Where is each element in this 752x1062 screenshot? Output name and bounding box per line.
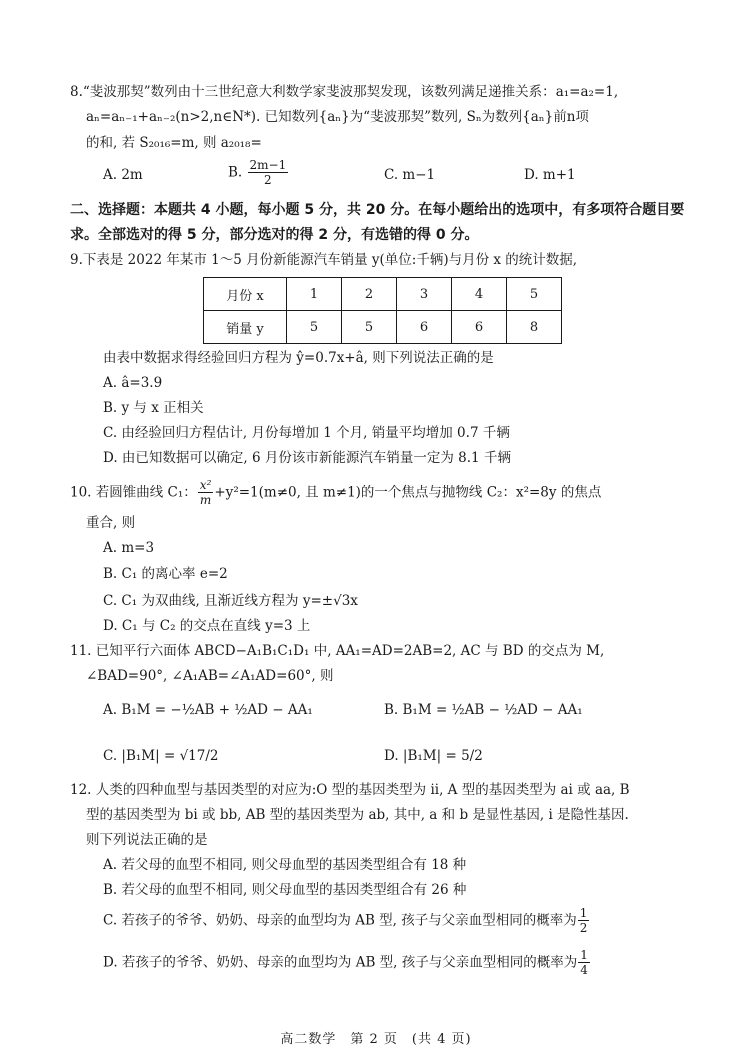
q12-line1: 12. 人类的四种血型与基因类型的对应为:O 型的基因类型为 ii, A 型的基因类型为 ai 或 aa, B bbox=[70, 782, 630, 798]
q10-option-b: B. C₁ 的离心率 e=2 bbox=[103, 566, 228, 582]
table-cell: 5 bbox=[287, 311, 342, 344]
q10-option-d: D. C₁ 与 C₂ 的交点在直线 y=3 上 bbox=[103, 618, 311, 634]
q11-option-d: D. |B₁M| = 5/2 bbox=[384, 748, 483, 764]
q9-data-table bbox=[203, 277, 562, 344]
table-cell: 5 bbox=[342, 311, 397, 344]
page-footer: 高二数学 第 2 页 (共 4 页) bbox=[280, 1032, 472, 1047]
table-cell: 月份 x bbox=[204, 278, 287, 311]
section2-heading-line2: 求。全部选对的得 5 分，部分选对的得 2 分，有选错的得 0 分。 bbox=[70, 227, 479, 243]
q8-option-c: C. m−1 bbox=[384, 167, 436, 183]
q12-option-b: B. 若父母的血型不相同, 则父母血型的基因类型组合有 26 种 bbox=[103, 882, 467, 898]
q9-option-b: B. y 与 x 正相关 bbox=[103, 400, 204, 416]
q12-option-a: A. 若父母的血型不相同, 则父母血型的基因类型组合有 18 种 bbox=[103, 857, 467, 873]
q8-line3: 的和, 若 S₂₀₁₆=m, 则 a₂₀₁₈= bbox=[86, 135, 262, 151]
q9-option-d: D. 由已知数据可以确定, 6 月份该市新能源汽车销量一定为 8.1 千辆 bbox=[103, 450, 511, 466]
q11-option-b: B. B₁M = ½AB − ½AD − AA₁ bbox=[384, 702, 583, 718]
table-cell: 2 bbox=[342, 278, 397, 311]
q8-option-d: D. m+1 bbox=[524, 167, 576, 183]
q8-option-a: A. 2m bbox=[103, 167, 143, 183]
q11-line2: ∠BAD=90°, ∠A₁AB=∠A₁AD=60°, 则 bbox=[86, 668, 334, 684]
table-cell: 4 bbox=[452, 278, 507, 311]
table-cell: 3 bbox=[397, 278, 452, 311]
q9-stem: 9.下表是 2022 年某市 1～5 月份新能源汽车销量 y(单位:千辆)与月份 x 的统计数据, bbox=[70, 252, 578, 268]
q9-table-row-sales bbox=[204, 311, 562, 344]
q12-option-d-fraction: $\frac{1}{4}$ bbox=[580, 948, 588, 977]
q10-fraction: $\frac{\text{x²}}{m}$ bbox=[199, 478, 212, 507]
q9-regression-line: 由表中数据求得经验回归方程为 ŷ=0.7x+â, 则下列说法正确的是 bbox=[103, 350, 494, 366]
q12-line3: 则下列说法正确的是 bbox=[86, 832, 208, 848]
q12-option-c-fraction: $\frac{1}{2}$ bbox=[579, 906, 588, 935]
q11-option-c: C. |B₁M| = √17/2 bbox=[103, 748, 219, 764]
q10-option-a: A. m=3 bbox=[103, 540, 155, 556]
q8-line1 bbox=[70, 82, 618, 102]
table-cell: 销量 y bbox=[204, 311, 287, 344]
q12-option-c: C. 若孩子的爷爷、奶奶、母亲的血型均为 AB 型, 孩子与父亲血型相同的概率为 $\frac{1}{2}$ bbox=[103, 906, 588, 935]
q8-option-b-fraction: $\frac{2m-1}{2}$ bbox=[249, 158, 287, 187]
q8-option-b: B. $\frac{2m-1}{2}$ bbox=[228, 158, 287, 187]
q10-line1: 10. 若圆锥曲线 C₁： $\frac{\text{x²}}{m}$ +y²=1(m≠0, 且 m≠1)的一个焦点与抛物线 C₂：x²=8y 的焦点 bbox=[70, 478, 602, 507]
q10-option-c: C. C₁ 为双曲线, 且渐近线方程为 y=±√3x bbox=[103, 593, 358, 609]
q11-option-a: A. B₁M = −½AB + ½AD − AA₁ bbox=[103, 702, 313, 718]
table-cell: 6 bbox=[452, 311, 507, 344]
table-cell: 5 bbox=[507, 278, 562, 311]
q9-table-row-month bbox=[204, 278, 562, 311]
q8-line2: aₙ=aₙ₋₁+aₙ₋₂(n>2,n∈N*). 已知数列{aₙ}为“斐波那契”数列, Sₙ为数列{aₙ}前n项 bbox=[86, 109, 589, 125]
table-cell: 6 bbox=[397, 311, 452, 344]
q8-stem: 8.“斐波那契”数列由十三世纪意大利数学家斐波那契发现，该数列满足递推关系： bbox=[70, 84, 556, 100]
q11-line1: 11. 已知平行六面体 ABCD−A₁B₁C₁D₁ 中, AA₁=AD=2AB=2, AC 与 BD 的交点为 M, bbox=[70, 643, 605, 659]
q12-option-d: D. 若孩子的爷爷、奶奶、母亲的血型均为 AB 型, 孩子与父亲血型相同的概率为 $\frac{1}{4}$ bbox=[103, 948, 588, 977]
table-cell: 8 bbox=[507, 311, 562, 344]
q9-option-a: A. â=3.9 bbox=[103, 375, 163, 391]
q12-line2: 型的基因类型为 bi 或 bb, AB 型的基因类型为 ab, 其中, a 和 b 是显性基因, i 是隐性基因. bbox=[86, 807, 629, 823]
q10-line2: 重合, 则 bbox=[86, 515, 136, 531]
section2-heading-line1: 二、选择题：本题共 4 小题，每小题 5 分，共 20 分。在每小题给出的选项中，有多项符合题目要 bbox=[70, 202, 685, 218]
table-cell: 1 bbox=[287, 278, 342, 311]
q9-option-c: C. 由经验回归方程估计, 月份每增加 1 个月, 销量平均增加 0.7 千辆 bbox=[103, 425, 510, 441]
q8-recurrence-init: a₁=a₂=1, bbox=[555, 84, 619, 100]
